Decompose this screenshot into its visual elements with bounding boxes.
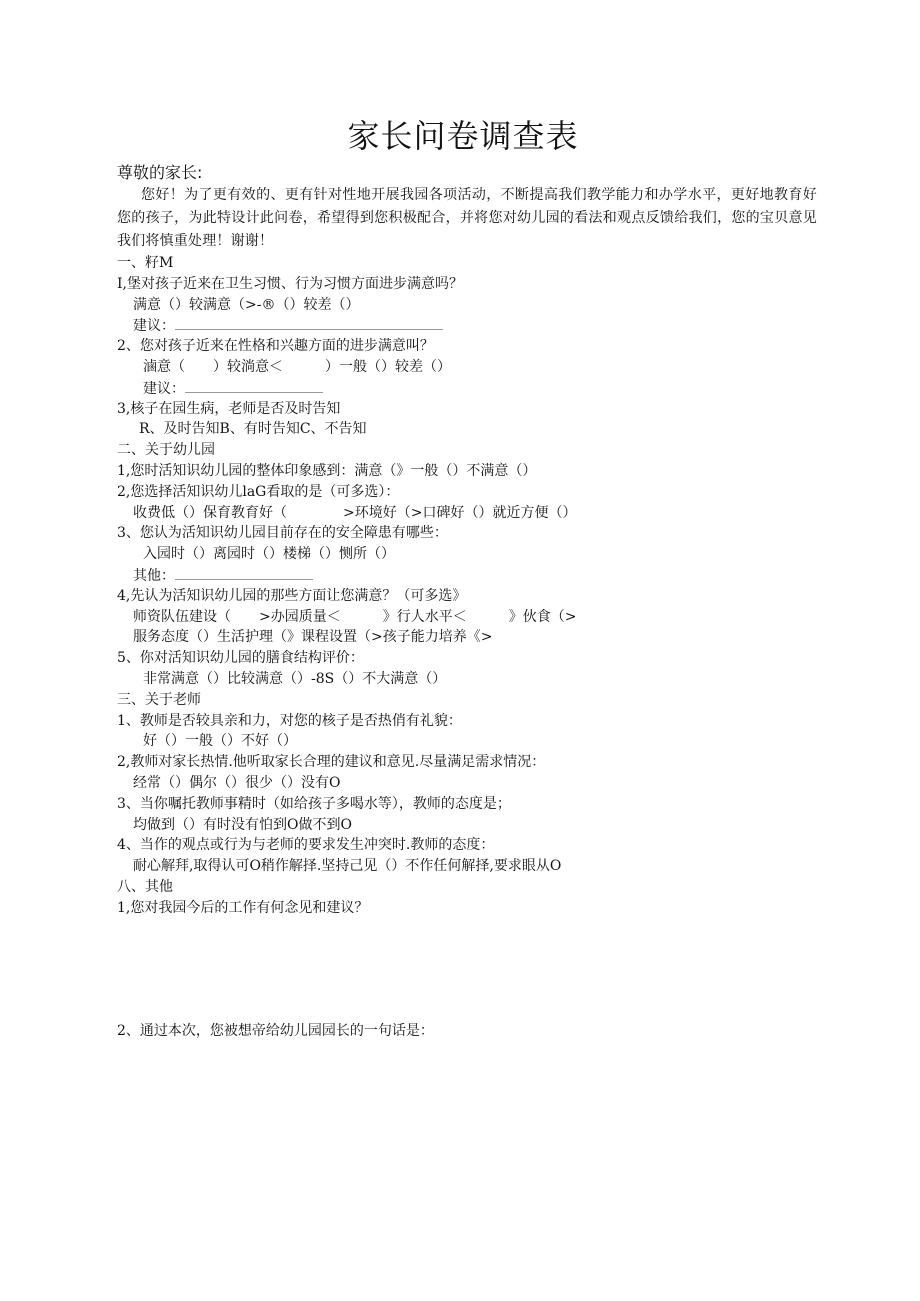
s1-q3-text: 3,核子在园生病，老师是否及时告知 <box>117 400 341 417</box>
s1-q2-suggestion <box>117 378 817 399</box>
s3-q2-options: 经常（）偶尔（）很少（）没有O <box>133 774 341 791</box>
s2-q5-options: 非常满意（）比较满意（）-8S（）不大满意（） <box>143 670 447 687</box>
s4-q2-text: 2、通过本次，您被想帝给幼儿园园长的一句话是： <box>117 1022 434 1039</box>
s3-q4-text: 4、当作的观点或行为与老师的要求发生冲突时.教师的态度： <box>117 837 495 854</box>
answer-space[interactable] <box>117 919 817 970</box>
s1-q3-options: R、及时告知B、有时告知C、不告知 <box>139 421 367 438</box>
s2-q5-text: 5、你对活知识幼儿园的膳食结构评价： <box>117 650 364 667</box>
s3-q2-text: 2,教师对家长热情.他听取家长合理的建议和意见.尽量满足需求情况： <box>117 754 546 771</box>
s3-q3-text: 3、当你嘱托教师事精时（如给孩子多喝水等），教师的态度是； <box>117 795 511 812</box>
section-2-heading: 二、关于幼儿园 <box>117 442 215 459</box>
questionnaire-body <box>117 162 817 1041</box>
s2-q3-text: 3、您认为活知识幼儿园目前存在的安全障患有哪些： <box>117 525 448 542</box>
answer-space[interactable] <box>117 970 817 1021</box>
s3-q4-options: 耐心解拜,取得认可O稍作解择.坚持己见（）不作任何解择,要求眼从O <box>133 858 562 875</box>
s3-q1-text: 1、教师是否较具亲和力，对您的核子是否热俏有礼貌： <box>117 712 462 729</box>
s1-q1-text: I,堡对孩子近来在卫生习惯、行为习惯方面进步满意吗？ <box>117 275 463 292</box>
s1-q2-text: 2、您对孩子近来在性格和兴趣方面的进步满意叫？ <box>117 338 434 355</box>
s2-q2-text: 2,您选择活知识幼儿laG看取的是（可多选）： <box>117 483 400 500</box>
intro-paragraph: 您好！为了更有效的、更有针对性地开展我园各项活动，不断提高我们教学能力和办学水平，更好地教育好您的孩子，为此特设计此问卷，希望得到您积极配合，并将您对幼儿园的看法和观点反馈给我们，您的宝贝意见我们将慎重处理！谢谢！ <box>117 187 817 249</box>
section-1-heading: 一、籽M <box>117 255 174 271</box>
page-title: 家长问卷调查表 <box>347 117 579 155</box>
other-blank[interactable] <box>175 565 313 580</box>
s2-q3-other <box>117 565 817 586</box>
s1-q2-options: 滷意（ ）较淌意＜ ）一般（）较差（） <box>143 358 451 375</box>
s2-q4-options-1: 师资队伍建设（ >办园质量＜ 》行人水平＜ 》伙食（> <box>133 608 577 625</box>
s2-q3-options: 入园时（）离园时（）楼梯（）恻所（） <box>143 546 395 563</box>
other-label: 其他： <box>133 567 175 584</box>
s2-q2-options: 收费低（）保育教育好（ >环境好（>口碑好（）就近方便（） <box>133 504 577 521</box>
section-3-heading: 三、关于老师 <box>117 691 201 708</box>
s2-q4-text: 4,先认为活知识幼儿园的那些方面让您满意？（可多选》 <box>117 587 467 604</box>
suggestion-label: 建议： <box>143 380 185 397</box>
suggestion-blank[interactable] <box>175 315 443 330</box>
s2-q1-text: 1,您时活知识幼儿园的整体印象感到：满意（》一般（）不满意（） <box>117 462 537 479</box>
s2-q4-options-2: 服务态度（）生活护理（》课程设置（>孩子能力培养《> <box>133 629 493 646</box>
s1-q1-suggestion <box>117 315 817 336</box>
s4-q1-text: 1,您对我园今后的工作有何念见和建议？ <box>117 899 369 916</box>
s3-q1-options: 好（）一般（）不好（） <box>143 733 297 750</box>
suggestion-blank[interactable] <box>185 378 323 393</box>
section-4-heading: 八、其他 <box>117 878 173 895</box>
suggestion-label: 建议： <box>133 318 175 335</box>
s3-q3-options: 均做到（）有时没有怕到O做不到O <box>133 816 352 833</box>
greeting: 尊敬的家长: <box>117 163 203 182</box>
s1-q1-options: 满意（）较满意（>-®（）较差（） <box>133 296 360 313</box>
